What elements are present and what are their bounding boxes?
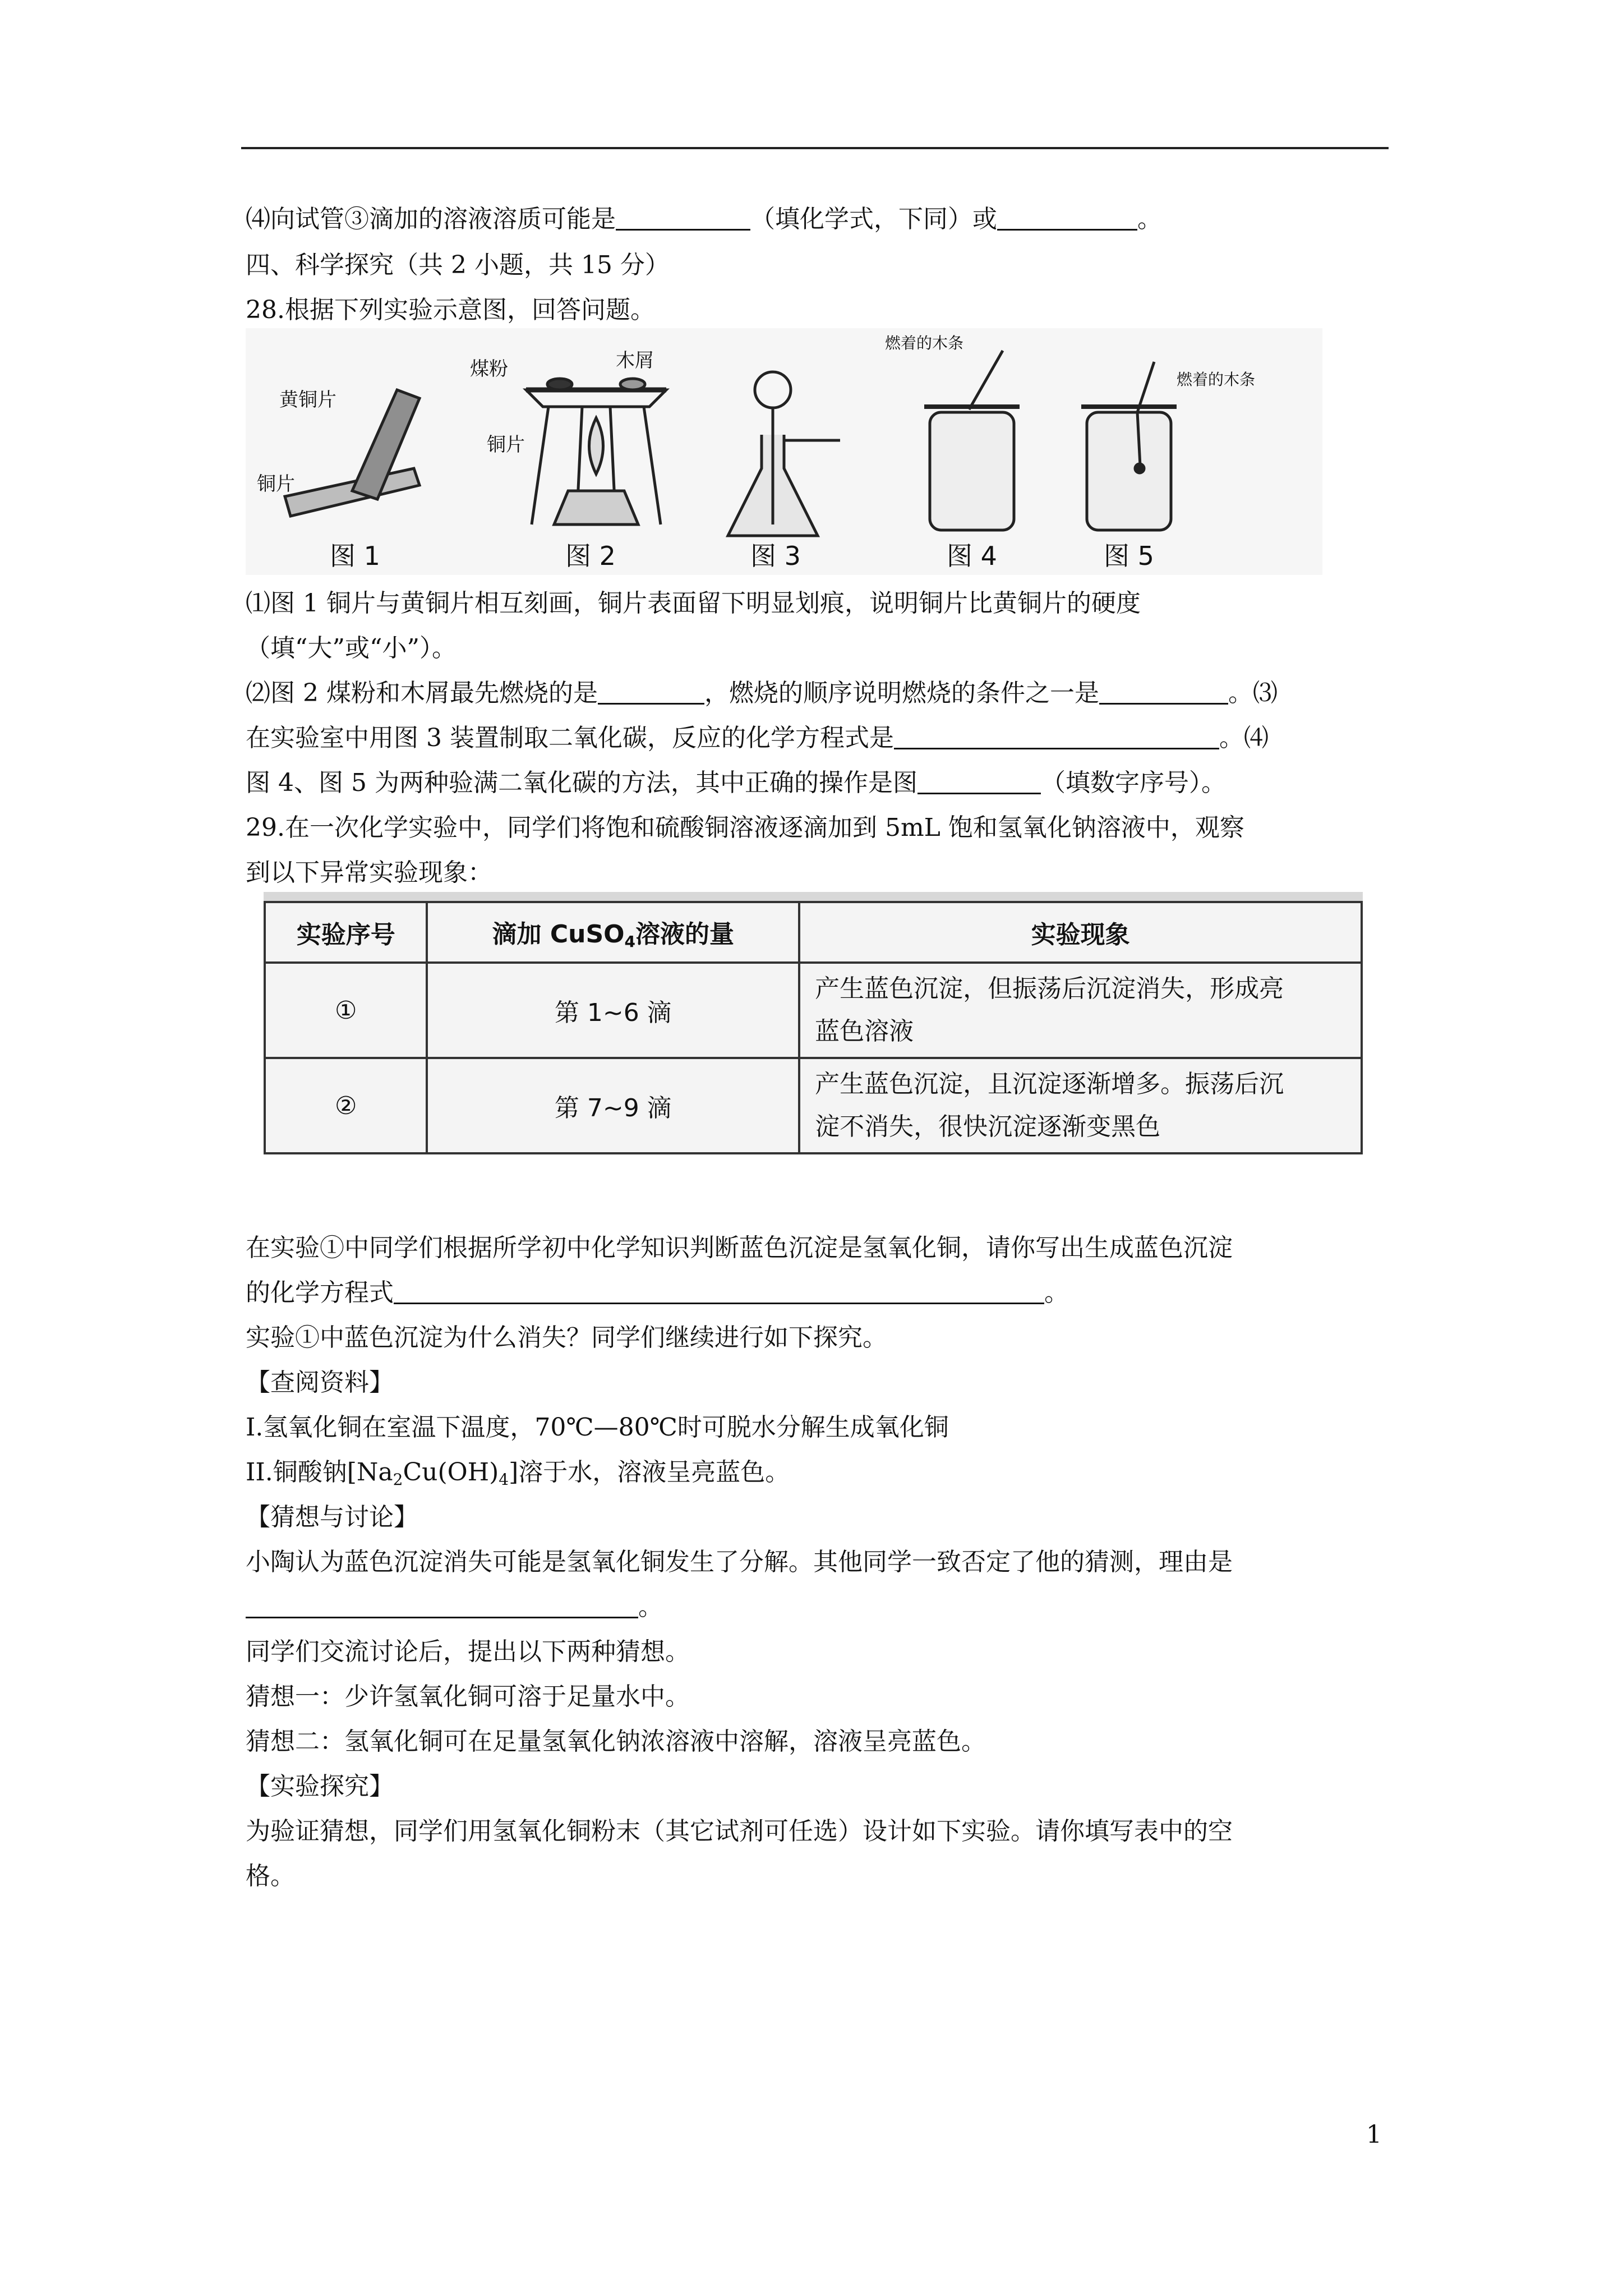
- fig-label-1: 图 1: [330, 541, 380, 571]
- hypothesis-blank-line: [246, 1584, 1401, 1630]
- answer-blank-28-4[interactable]: [917, 763, 1041, 794]
- ref-2-sub-2: 4: [499, 1470, 509, 1489]
- cell-amount: 第 7~9 滴: [427, 1058, 799, 1153]
- coal-powder: [547, 379, 572, 390]
- label-brass-strip: 黄铜片: [279, 389, 336, 411]
- funnel-bulb: [755, 372, 791, 408]
- guess-2: 猜想二：氢氧化铜可在足量氢氧化钠浓溶液中溶解，溶液呈亮蓝色。: [246, 1727, 986, 1756]
- para-1-end: 。: [1044, 1278, 1069, 1307]
- table-scan-edge: [264, 892, 1363, 901]
- tripod-leg: [532, 407, 548, 524]
- obs-line-1: 产生蓝色沉淀，但振荡后沉淀消失，形成亮: [815, 974, 1284, 1003]
- experiment-1: 为验证猜想，同学们用氢氧化铜粉末（其它试剂可任选）设计如下实验。请你填写表中的空: [246, 1817, 1233, 1846]
- q28-2-line: [246, 670, 1401, 716]
- para-1-a: 在实验①中同学们根据所学初中化学知识判断蓝色沉淀是氢氧化铜，请你写出生成蓝色沉淀: [246, 1234, 1233, 1262]
- cell-exp-no: ②: [265, 1058, 427, 1153]
- q28-1-line-a: ⑴图 1 铜片与黄铜片相互刻画，铜片表面留下明显划痕，说明铜片比黄铜片的硬度: [246, 589, 1141, 618]
- header-amount: [427, 902, 799, 963]
- fig-label-4: 图 4: [947, 541, 997, 571]
- obs-line-2: 蓝色溶液: [815, 1017, 914, 1046]
- fig-label-3: 图 3: [750, 541, 801, 571]
- fig-label-5: 图 5: [1104, 541, 1154, 571]
- heading-experiment: 【实验探究】: [246, 1772, 394, 1801]
- experiment-2: 格。: [246, 1862, 295, 1890]
- fig-label-2: 图 2: [565, 541, 616, 571]
- heading-hypothesis: 【猜想与讨论】: [246, 1503, 418, 1531]
- header-amount-text: 滴加 CuSO: [492, 920, 625, 949]
- q28-stem: 28.根据下列实验示意图，回答问题。: [246, 296, 655, 324]
- q28-3-line: [246, 715, 1401, 761]
- answer-blank-28-2a[interactable]: [598, 674, 704, 705]
- header-observation: 实验现象: [799, 902, 1362, 963]
- label-coal-powder: 煤粉: [470, 358, 508, 380]
- obs-line-1: 产生蓝色沉淀，且沉淀逐渐增多。振荡后沉: [815, 1070, 1284, 1098]
- para-1-text: 的化学方程式: [246, 1278, 394, 1307]
- answer-blank-28-3[interactable]: [894, 719, 1219, 749]
- q28-1-line-b: （填“大”或“小”）。: [246, 634, 457, 662]
- q27-4-end: 。: [1137, 205, 1162, 233]
- q27-4-line: [246, 196, 1401, 242]
- cell-observation: [799, 963, 1362, 1058]
- cell-amount: 第 1~6 滴: [427, 963, 799, 1058]
- q29-stem-a: 29.在一次化学实验中，同学们将饱和硫酸铜溶液逐滴加到 5mL 饱和氢氧化钠溶液中，观察: [246, 813, 1244, 842]
- ref-2-text-c: ]溶于水，溶液呈亮蓝色。: [509, 1458, 790, 1487]
- guess-1: 猜想一：少许氢氧化铜可溶于足量水中。: [246, 1682, 690, 1711]
- observation-table: [264, 901, 1363, 1154]
- q27-4-text-b: （填化学式，下同）或: [750, 205, 997, 233]
- ref-2-text: II.铜酸钠[Na: [246, 1458, 393, 1487]
- table-row: [265, 963, 1362, 1058]
- experiment-figure: [246, 328, 1322, 575]
- header-rule: [241, 147, 1389, 149]
- table-row: [265, 1058, 1362, 1153]
- splint-4: [969, 351, 1003, 409]
- answer-blank-27-4b[interactable]: [997, 200, 1137, 231]
- gas-bottle-4: [930, 412, 1014, 530]
- label-copper-plate: 铜片: [487, 434, 525, 456]
- table-header-row: [265, 902, 1362, 963]
- page-number: 1: [1366, 2120, 1382, 2149]
- ref-2-text-b: Cu(OH): [403, 1458, 499, 1487]
- splint-5-tip: [1135, 464, 1144, 473]
- label-wood-chips: 木屑: [616, 349, 654, 372]
- q28-2-end: 。⑶: [1228, 679, 1278, 707]
- label-burning-splint-4: 燃着的木条: [885, 334, 964, 352]
- wood-chips: [620, 379, 645, 390]
- answer-blank-reason[interactable]: [246, 1588, 638, 1618]
- q28-4-line: [246, 760, 1401, 806]
- q28-2-text-b: ，燃烧的顺序说明燃烧的条件之一是: [704, 679, 1099, 707]
- header-amount-text-b: 溶液的量: [635, 920, 735, 949]
- cell-exp-no: ①: [265, 963, 427, 1058]
- alcohol-lamp: [554, 491, 638, 524]
- q28-3-text: 在实验室中用图 3 装置制取二氧化碳，反应的化学方程式是: [246, 724, 894, 752]
- q28-2-text: ⑵图 2 煤粉和木屑最先燃烧的是: [246, 679, 598, 707]
- q27-4-text: ⑷向试管③滴加的溶液溶质可能是: [246, 205, 616, 233]
- q28-4-end: （填数字序号）。: [1040, 769, 1226, 797]
- obs-line-2: 淀不消失，很快沉淀逐渐变黑色: [815, 1112, 1161, 1141]
- label-burning-splint-5: 燃着的木条: [1177, 370, 1256, 389]
- hypothesis-2: 同学们交流讨论后，提出以下两种猜想。: [246, 1637, 690, 1666]
- header-exp-no: 实验序号: [265, 902, 427, 963]
- hypothesis-end: 。: [638, 1593, 663, 1621]
- section-4-heading: 四、科学探究（共 2 小题，共 15 分）: [246, 251, 670, 279]
- heading-reference: 【查阅资料】: [246, 1368, 394, 1397]
- header-amount-sub: 4: [624, 932, 636, 951]
- para-1-b: [246, 1270, 1401, 1316]
- cell-observation: [799, 1058, 1362, 1153]
- label-copper-strip: 铜片: [257, 473, 295, 495]
- answer-blank-28-2b[interactable]: [1099, 674, 1228, 705]
- tripod-leg: [644, 407, 661, 524]
- answer-blank-27-4a[interactable]: [616, 200, 750, 231]
- q29-stem-b: 到以下异常实验现象：: [246, 858, 492, 887]
- answer-blank-equation[interactable]: [394, 1273, 1044, 1304]
- ref-2-sub-1: 2: [393, 1470, 403, 1489]
- hypothesis-1: 小陶认为蓝色沉淀消失可能是氢氧化铜发生了分解。其他同学一致否定了他的猜测，理由是: [246, 1548, 1233, 1576]
- para-2: 实验①中蓝色沉淀为什么消失？同学们继续进行如下探究。: [246, 1323, 887, 1352]
- lamp-flame: [589, 418, 603, 474]
- reference-1: I.氢氧化铜在室温下温度，70℃—80℃时可脱水分解生成氧化铜: [246, 1413, 949, 1442]
- gas-bottle-5: [1087, 412, 1171, 530]
- q28-4-text: 图 4、图 5 为两种验满二氧化碳的方法，其中正确的操作是图: [246, 769, 917, 797]
- q28-3-end: 。⑷: [1219, 724, 1269, 752]
